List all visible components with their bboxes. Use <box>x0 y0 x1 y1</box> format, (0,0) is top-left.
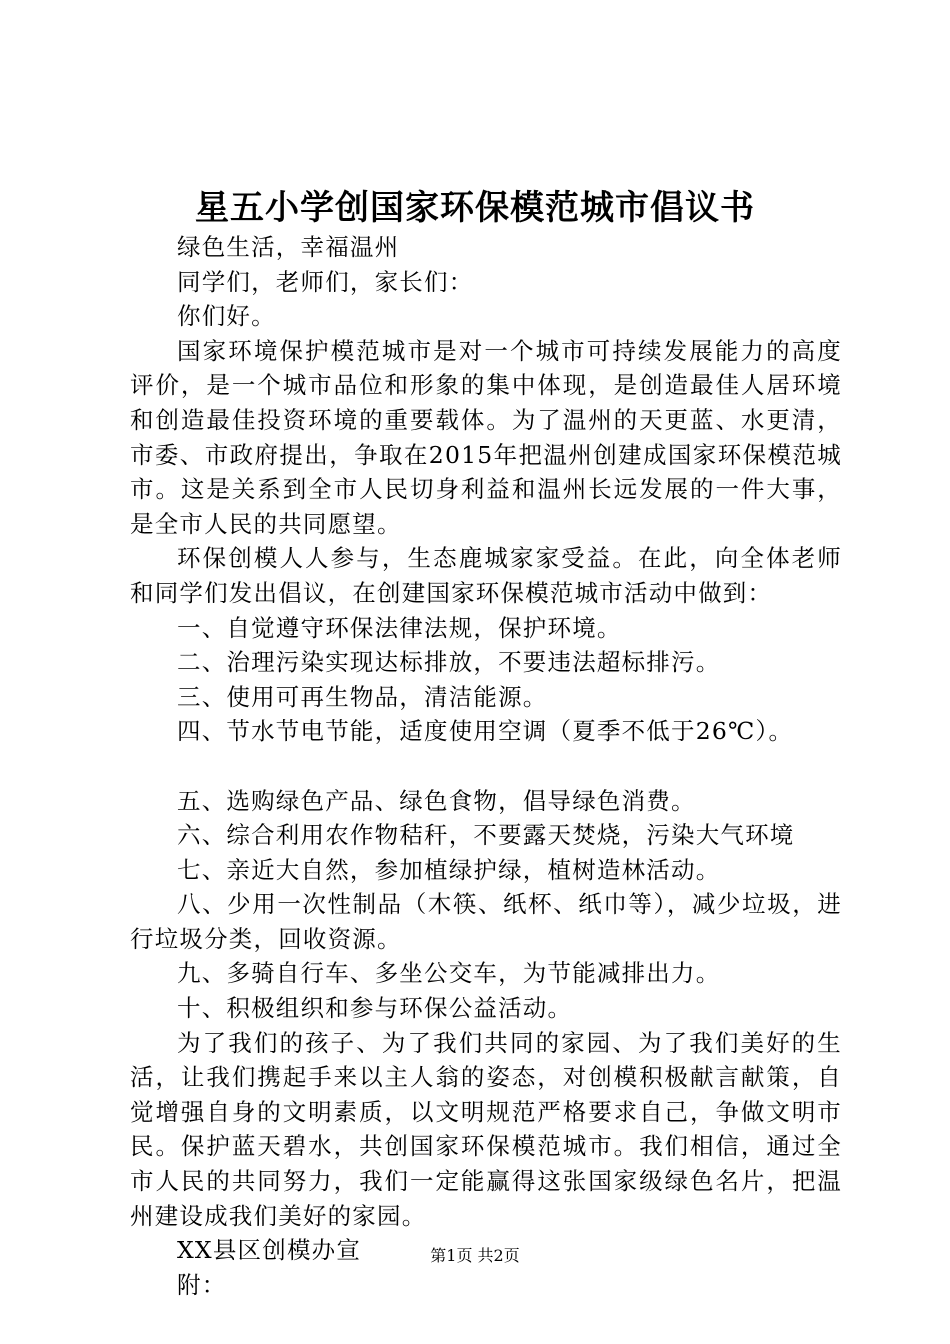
greeting-line: 你们好。 <box>177 302 276 331</box>
document-body <box>130 230 842 1302</box>
blank-line <box>130 749 842 784</box>
proposal-item-10: 十、积极组织和参与环保公益活动。 <box>177 994 573 1023</box>
intro-paragraph: 国家环境保护模范城市是对一个城市可持续发展能力的高度评价，是一个城市品位和形象的集中体现，是创造最佳人居环境和创造最佳投资环境的重要载体。为了温州的天更蓝、水更清，市委、市政府提出，争取在2015年把温州创建成国家环保模范城市。这是关系到全市人民切身利益和温州长远发展的一件大事，是全市人民的共同愿望。 <box>130 336 842 538</box>
issuer-line: XX县区创模办宣 <box>177 1236 362 1265</box>
proposal-item-5: 五、选购绿色产品、绿色食物，倡导绿色消费。 <box>177 786 696 815</box>
salutation-line: 同学们，老师们，家长们： <box>177 267 474 296</box>
proposal-item-1: 一、自觉遵守环保法律法规，保护环境。 <box>177 613 622 642</box>
proposal-item-7: 七、亲近大自然，参加植绿护绿，植树造林活动。 <box>177 855 721 884</box>
proposal-item-2: 二、治理污染实现达标排放，不要违法超标排污。 <box>177 648 721 677</box>
document-title: 星五小学创国家环保模范城市倡议书 <box>195 188 755 228</box>
proposal-item-8: 八、少用一次性制品（木筷、纸杯、纸巾等），减少垃圾，进行垃圾分类，回收资源。 <box>130 890 842 953</box>
proposal-item-9: 九、多骑自行车、多坐公交车，为节能减排出力。 <box>177 959 721 988</box>
closing-paragraph: 为了我们的孩子、为了我们共同的家园、为了我们美好的生活，让我们携起手来以主人翁的姿态，对创模积极献言献策，自觉增强自身的文明素质，以文明规范严格要求自己，争做文明市民。保护蓝天碧水，共创国家环保模范城市。我们相信，通过全市人民的共同努力，我们一定能赢得这张国家级绿色名片，把温州建设成我们美好的家园。 <box>130 1028 842 1230</box>
proposal-item-6: 六、综合利用农作物秸秆，不要露天焚烧，污染大气环境 <box>177 821 795 850</box>
proposal-item-3: 三、使用可再生物品，清洁能源。 <box>177 682 548 711</box>
proposal-item-4: 四、节水节电节能，适度使用空调（夏季不低于26℃）。 <box>177 717 794 746</box>
slogan-line: 绿色生活，幸福温州 <box>177 233 400 261</box>
page-footer: 第1页 共2页 <box>430 1246 520 1265</box>
appendix-line: 附： <box>177 1270 227 1299</box>
initiative-paragraph: 环保创模人人参与，生态鹿城家家受益。在此，向全体老师和同学们发出倡议，在创建国家环保模范城市活动中做到： <box>130 544 842 607</box>
